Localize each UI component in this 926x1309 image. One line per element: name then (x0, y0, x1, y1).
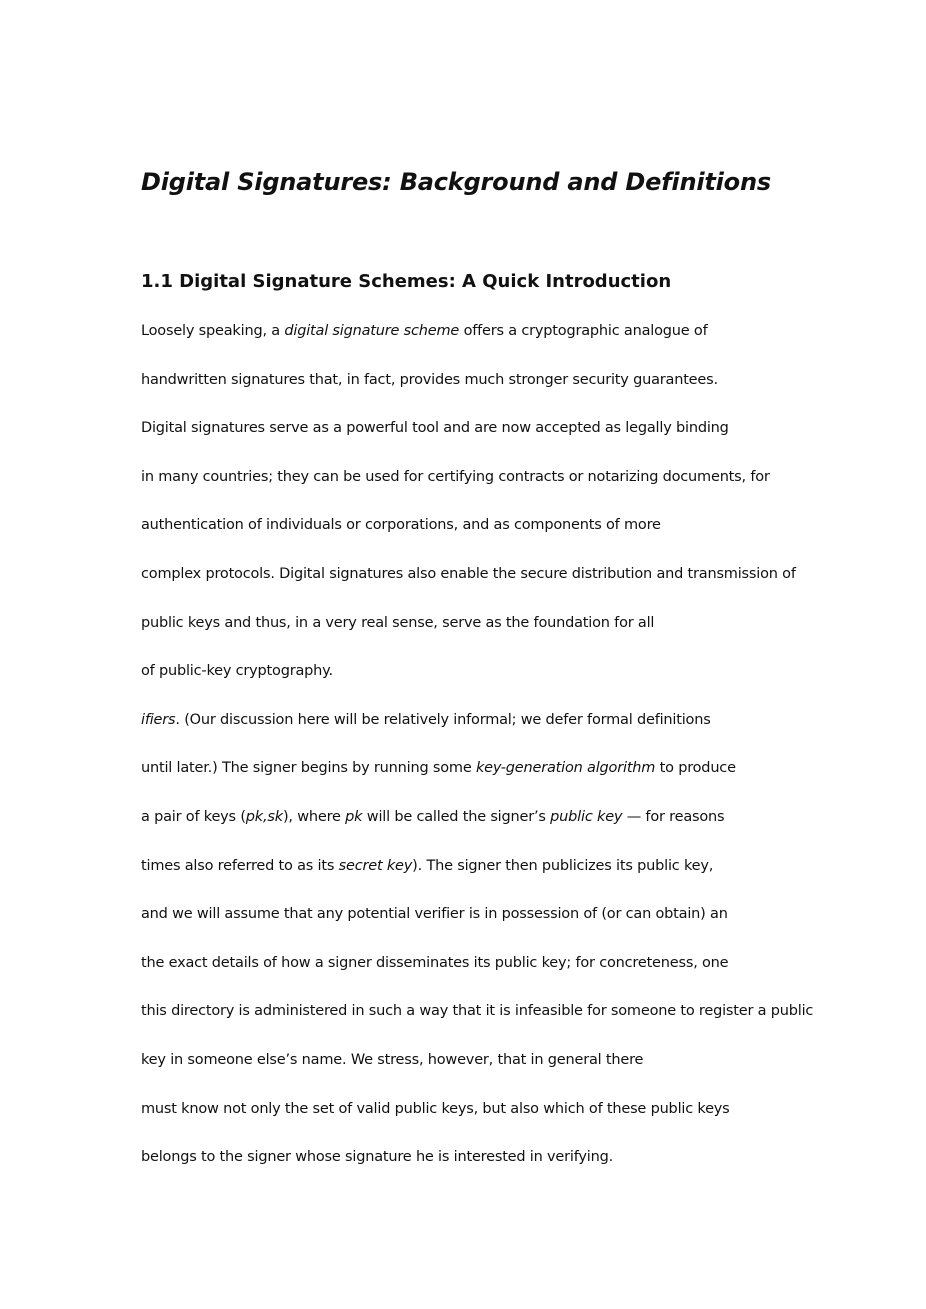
text-run: ), where (282, 809, 346, 825)
text-run: and we will assume that any potential verifier is in possession of (or can obtain) an (141, 906, 728, 922)
text-run: handwritten signatures that, in fact, provides much stronger security guarantees. (141, 372, 718, 388)
text-run: this directory is administered in such a way that it is infeasible for someone to register a public (141, 1003, 814, 1019)
text-line (141, 1001, 813, 1021)
section-heading: 1.1 Digital Signature Schemes: A Quick Introduction (141, 271, 672, 292)
text-run: Loosely speaking, a (141, 323, 285, 339)
text-line (141, 758, 736, 778)
text-run: of public-key cryptography. (141, 663, 333, 679)
text-run: to produce (655, 760, 736, 776)
text-line (141, 1050, 643, 1070)
text-line (141, 856, 713, 876)
document-title: Digital Signatures: Background and Definitions (141, 168, 771, 196)
text-line (141, 370, 718, 390)
text-run: public keys and thus, in a very real sense, serve as the foundation for all (141, 615, 655, 631)
emphasis-text: secret key (338, 858, 413, 874)
emphasis-text: ifiers (141, 712, 176, 728)
text-line (141, 564, 796, 584)
text-run: until later.) The signer begins by running some (141, 760, 476, 776)
text-line (141, 467, 770, 487)
text-line (141, 1147, 613, 1167)
emphasis-text: public key (550, 809, 623, 825)
text-run: ). The signer then publicizes its public key, (412, 858, 714, 874)
text-line (141, 807, 724, 827)
emphasis-text: digital signature scheme (284, 323, 460, 339)
text-line (141, 904, 728, 924)
emphasis-text: key-generation algorithm (475, 760, 656, 776)
text-run: authentication of individuals or corporations, and as components of more (141, 517, 661, 533)
text-line (141, 613, 654, 633)
text-line (141, 321, 707, 341)
text-run: belongs to the signer whose signature he is interested in verifying. (141, 1149, 613, 1165)
text-run: times also referred to as its (141, 858, 339, 874)
text-run: must know not only the set of valid public keys, but also which of these public keys (141, 1101, 730, 1117)
emphasis-text: pk (345, 809, 363, 825)
text-run: Digital signatures serve as a powerful tool and are now accepted as legally binding (141, 420, 729, 436)
text-run: offers a cryptographic analogue of (459, 323, 708, 339)
text-run: will be called the signer’s (362, 809, 551, 825)
text-run: — for reasons (622, 809, 725, 825)
text-run: key in someone else’s name. We stress, however, that in general there (141, 1052, 644, 1068)
text-line (141, 1099, 730, 1119)
emphasis-text: pk,sk (245, 809, 283, 825)
text-line (141, 515, 661, 535)
text-run: complex protocols. Digital signatures also enable the secure distribution and transmission of (141, 566, 796, 582)
text-run: the exact details of how a signer disseminates its public key; for concreteness, one (141, 955, 729, 971)
text-line (141, 661, 333, 681)
text-run: . (Our discussion here will be relatively informal; we defer formal definitions (175, 712, 711, 728)
text-run: a pair of keys ( (141, 809, 246, 825)
text-line (141, 418, 729, 438)
text-line (141, 710, 711, 730)
text-run: in many countries; they can be used for certifying contracts or notarizing documents, for (141, 469, 770, 485)
text-line (141, 953, 728, 973)
